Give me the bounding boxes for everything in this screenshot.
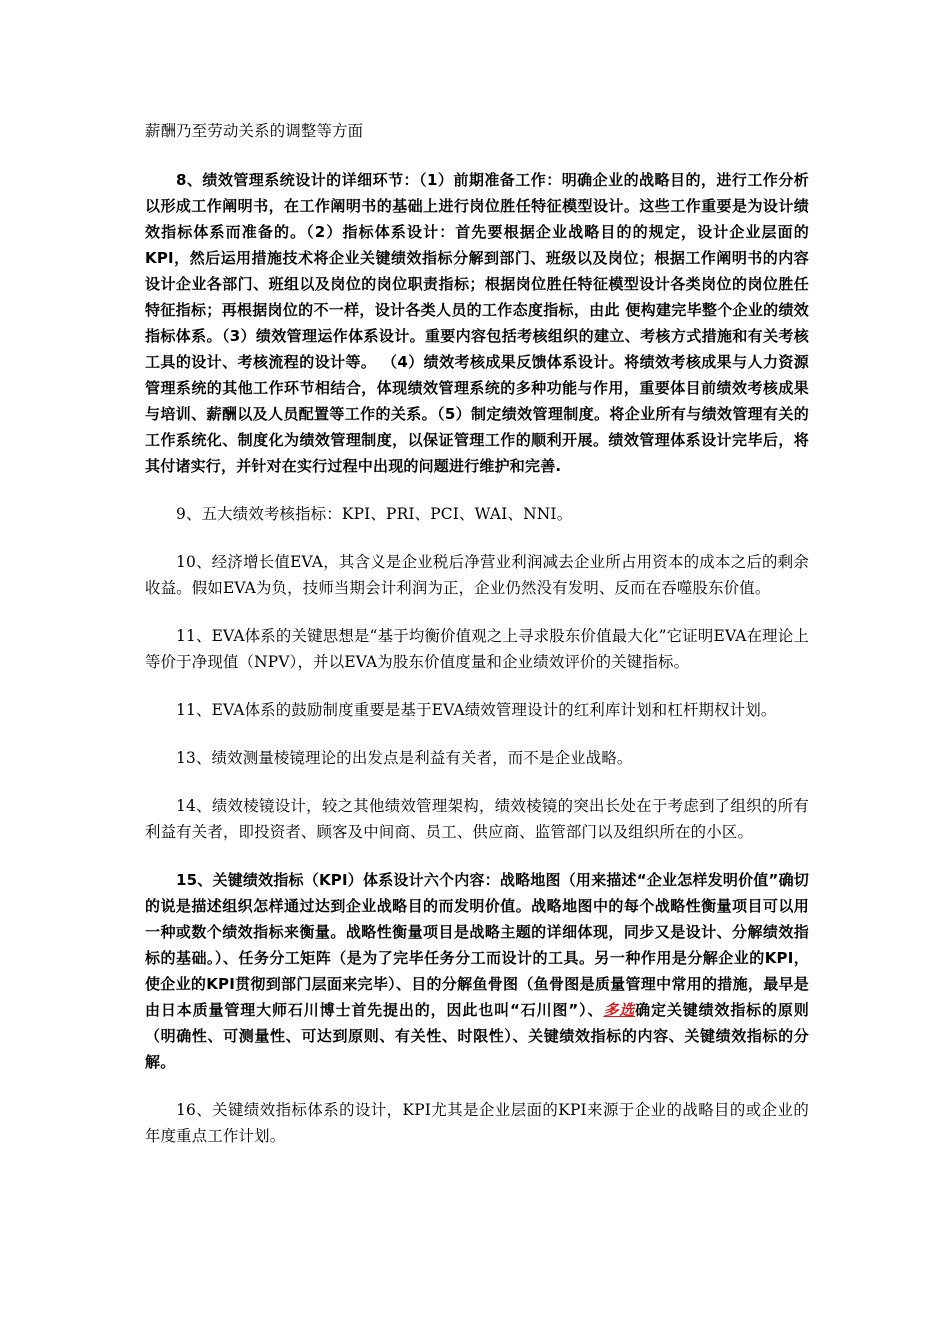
paragraph-continuation: 薪酬乃至劳动关系的调整等方面 [145,122,364,140]
paragraph-15-text-after: 确定关键绩效指标的原则（明确性、可测量性、可达到原则、有关性、时限性）、关键绩效指标的内容、关键绩效指标的分解。 [145,1001,809,1071]
paragraph-15-text-before: 15、关键绩效指标（KPI）体系设计六个内容：战略地图（用来描述“企业怎样发明价值”确切的说是描述组织怎样通过达到企业战略目的而发明价值。战略地图中的每个战略性衡量项目可以用一种或数个绩效指标来衡量。战略性衡量项目是战略主题的详细体现，同步又是设计、分解绩效指标的基础。）、任务分工矩阵（是为了完毕任务分工而设计的工具。另一种作用是分解企业的KPI，使企业的KPI贯彻到部门层面来完毕）、目的分解鱼骨图（鱼骨图是质量管理中常用的措施，最早是由日本质量管理大师石川博士首先提出的，因此也叫“石川图”）、 [145,871,809,1019]
multi-select-highlight: 多选 [603,1001,636,1019]
paragraph-11-eva-core: 11、EVA体系的关键思想是“基于均衡价值观之上寻求股东价值最大化”它证明EVA在理论上等价于净现值（NPV），并以EVA为股东价值度量和企业绩效评价的关键指标。 [145,627,809,671]
paragraph-11-eva-incentive: 11、EVA体系的鼓励制度重要是基于EVA绩效管理设计的红利库计划和杠杆期权计划。 [176,701,777,719]
paragraph-10-eva: 10、经济增长值EVA，其含义是企业税后净营业利润减去企业所占用资本的成本之后的剩余收益。假如EVA为负，技师当期会计利润为正，企业仍然没有发明、反而在吞噬股东价值。 [145,553,809,597]
paragraph-16-kpi-source: 16、关键绩效指标体系的设计，KPI尤其是企业层面的KPI来源于企业的战略目的或企业的年度重点工作计划。 [145,1101,809,1145]
paragraph-9-kpi-types: 9、五大绩效考核指标：KPI、PRI、PCI、WAI、NNI。 [176,505,573,523]
paragraph-15-kpi-system [145,867,809,1075]
paragraph-13-prism: 13、绩效测量棱镜理论的出发点是利益有关者，而不是企业战略。 [176,749,633,767]
paragraph-8-design-steps: 8、绩效管理系统设计的详细环节：（1）前期准备工作：明确企业的战略目的，进行工作分析以形成工作阐明书，在工作阐明书的基础上进行岗位胜任特征模型设计。这些工作重要是为设计绩效指标体系而准备的。（2）指标体系设计：首先要根据企业战略目的的规定，设计企业层面的KPI，然后运用措施技术将企业关键绩效指标分解到部门、班级以及岗位；根据工作阐明书的内容设计企业各部门、班组以及岗位的岗位职责指标；根据岗位胜任特征模型设计各类岗位的岗位胜任特征指标；再根据岗位的不一样，设计各类人员的工作态度指标，由此 便构建完毕整个企业的绩效指标体系。（3）绩效管理运作体系设计。重要内容包括考核组织的建立、考核方式措施和有关考核工具的设计、考核流程的设计等。 （4）绩效考核成果反馈体系设计。将绩效考核成果与人力资源管理系统的其他工作环节相结合，体现绩效管理系统的多种功能与作用，重要体目前绩效考核成果与培训、薪酬以及人员配置等工作的关系。（5）制定绩效管理制度。将企业所有与绩效管理有关的工作系统化、制度化为绩效管理制度，以保证管理工作的顺利开展。绩效管理体系设计完毕后，将其付诸实行，并针对在实行过程中出现的问题进行维护和完善. [145,171,809,475]
document-page [145,118,809,1149]
paragraph-14-prism-design: 14、绩效棱镜设计，较之其他绩效管理架构，绩效棱镜的突出长处在于考虑到了组织的所有利益有关者，即投资者、顾客及中间商、员工、供应商、监管部门以及组织所在的小区。 [145,797,809,841]
